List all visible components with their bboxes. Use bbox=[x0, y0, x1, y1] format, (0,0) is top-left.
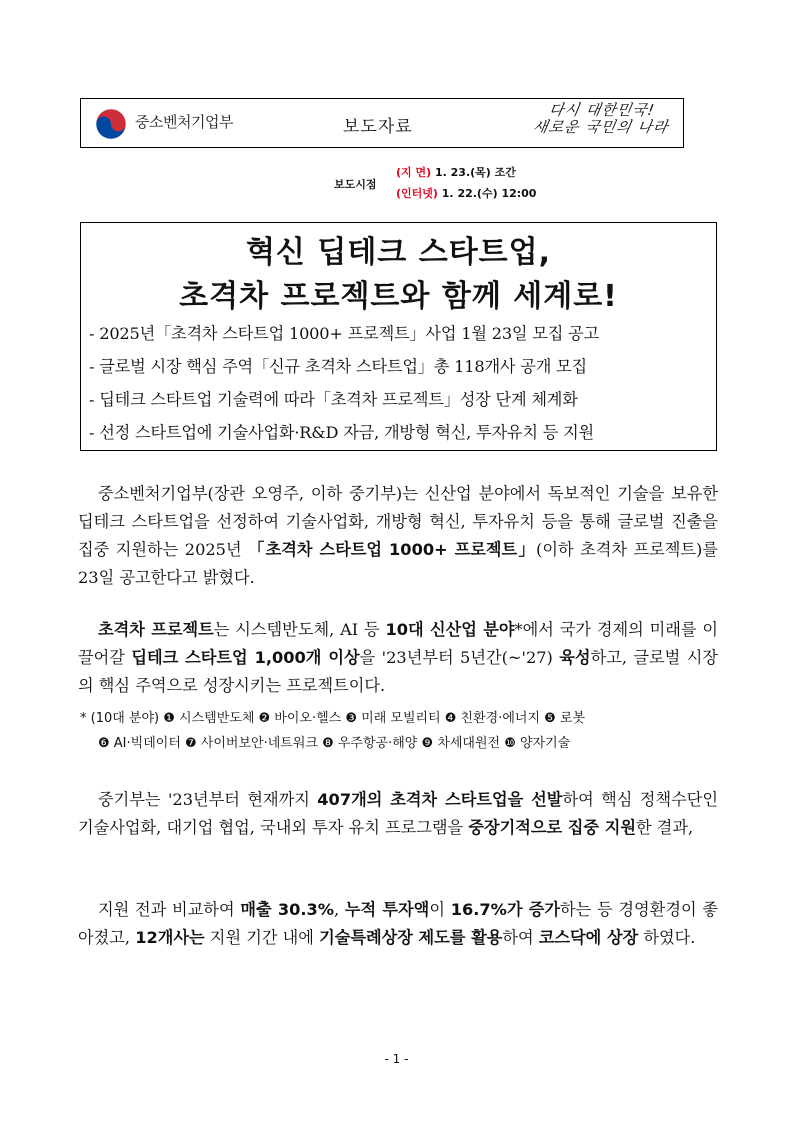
release-web bbox=[396, 185, 536, 201]
press-release-header bbox=[80, 98, 684, 148]
p3-text: 중기부는 '23년부터 현재까지 bbox=[98, 790, 318, 809]
p2-bold-fields: 10대 신산업 분야 bbox=[385, 620, 515, 639]
headline-line-2: 초격차 프로젝트와 함께 세계로! bbox=[179, 279, 618, 314]
p4-text: 하는 등 경영환경이 좋아졌고, bbox=[78, 900, 718, 947]
body-paragraph-3 bbox=[78, 786, 718, 842]
web-time: 1. 22.(수) 12:00 bbox=[441, 187, 537, 200]
p2-text: 는 시스템반도체, AI 등 bbox=[213, 620, 386, 639]
paper-time: 1. 23.(목) 조간 bbox=[434, 166, 516, 179]
p4-text: , bbox=[334, 900, 345, 919]
ministry-name: 중소벤처기업부 bbox=[135, 113, 233, 131]
footnote-line-1: * (10대 분야) ❶ 시스템반도체 ❷ 바이오·헬스 ❸ 미래 모빌리티 ❹ 친환경·에너지 ❺ 로봇 bbox=[80, 711, 586, 726]
paper-tag: (지 면) bbox=[396, 166, 432, 179]
p2-text: 을 '23년부터 5년간(~'27) bbox=[359, 648, 560, 667]
slogan-line-1: 다시 대한민국! bbox=[547, 101, 657, 119]
p1-text: 중소벤처기업부(장관 오영주, 이하 중기부)는 신산업 분야에서 독보적인 기술을 보유한 딥테크 스타트업을 선정하여 기술사업화, 개방형 혁신, 투자유치 등을 통해 글로벌 진출을 집중 지원하는 2025년 bbox=[78, 484, 718, 559]
p2-bold-target: 딥테크 스타트업 1,000개 이상 bbox=[131, 648, 360, 667]
p4-bold-companies: 12개사는 bbox=[135, 928, 205, 947]
p4-text: 이 bbox=[429, 900, 451, 919]
p3-text: 하여 핵심 정책수단인 기술사업화, 대기업 협업, 국내외 투자 유치 프로그램을 bbox=[78, 790, 718, 837]
p4-bold-investment: 누적 투자액 bbox=[344, 900, 430, 919]
p4-text-end: 하였다. bbox=[638, 928, 696, 947]
p1-text-end: (이하 초격차 프로젝트)를 23일 공고한다고 밝혔다. bbox=[78, 540, 719, 587]
p3-bold-selected: 407개의 초격차 스타트업을 선발 bbox=[317, 790, 563, 809]
p4-text: 지원 전과 비교하여 bbox=[98, 900, 241, 919]
headline-box bbox=[80, 222, 717, 451]
slogan bbox=[529, 102, 679, 146]
p4-text: 하여 bbox=[502, 928, 539, 947]
p2-text: *에서 국가 경제의 미래를 이끌어갈 bbox=[78, 620, 718, 667]
body-paragraph-2 bbox=[78, 616, 718, 700]
p3-bold-support: 중장기적으로 집중 지원 bbox=[468, 818, 636, 837]
p4-bold-listing-system: 기술특례상장 제도를 활용 bbox=[319, 928, 503, 947]
slogan-line-2: 새로운 국민의 나라 bbox=[531, 118, 671, 136]
footnote bbox=[80, 706, 585, 756]
release-time-label: 보도시점 bbox=[334, 178, 377, 191]
p1-bold: 「초격차 스타트업 1000+ 프로젝트」 bbox=[248, 540, 537, 559]
headline-line-1: 혁신 딥테크 스타트업, bbox=[245, 235, 552, 270]
page-number: - 1 - bbox=[384, 1052, 409, 1066]
ministry-logo-icon bbox=[95, 108, 127, 140]
p3-text-end: 한 결과, bbox=[635, 818, 694, 837]
release-paper bbox=[396, 164, 516, 180]
web-tag: (인터넷) bbox=[396, 187, 438, 200]
p4-text: 지원 기간 내에 bbox=[204, 928, 320, 947]
summary-bullet: - 딥테크 스타트업 기술력에 따라「초격차 프로젝트」성장 단계 체계화 bbox=[89, 390, 578, 409]
p2-text-end: 하고, 글로벌 시장의 핵심 주역으로 성장시키는 프로젝트이다. bbox=[78, 648, 718, 695]
summary-bullet: - 글로벌 시장 핵심 주역「신규 초격차 스타트업」총 118개사 공개 모집 bbox=[89, 357, 587, 376]
p4-bold-kosdaq: 코스닥에 상장 bbox=[538, 928, 639, 947]
summary-bullet: - 선정 스타트업에 기술사업화·R&D 자금, 개방형 혁신, 투자유치 등 지원 bbox=[89, 423, 594, 442]
footnote-line-2: ❻ AI·빅데이터 ❼ 사이버보안·네트워크 ❽ 우주항공·해양 ❾ 차세대원전 ❿ 양자기술 bbox=[98, 736, 571, 751]
document-type: 보도자료 bbox=[343, 117, 413, 137]
body-paragraph-1 bbox=[78, 480, 718, 592]
summary-bullets bbox=[89, 317, 599, 449]
p4-bold-increase: 16.7%가 증가 bbox=[450, 900, 561, 919]
p2-bold-foster: 육성 bbox=[559, 648, 591, 667]
p2-bold-project: 초격차 프로젝트 bbox=[98, 620, 214, 639]
p4-bold-sales: 매출 30.3% bbox=[240, 900, 334, 919]
summary-bullet: - 2025년「초격차 스타트업 1000+ 프로젝트」사업 1월 23일 모집 공고 bbox=[89, 324, 600, 343]
body-paragraph-4 bbox=[78, 896, 718, 952]
